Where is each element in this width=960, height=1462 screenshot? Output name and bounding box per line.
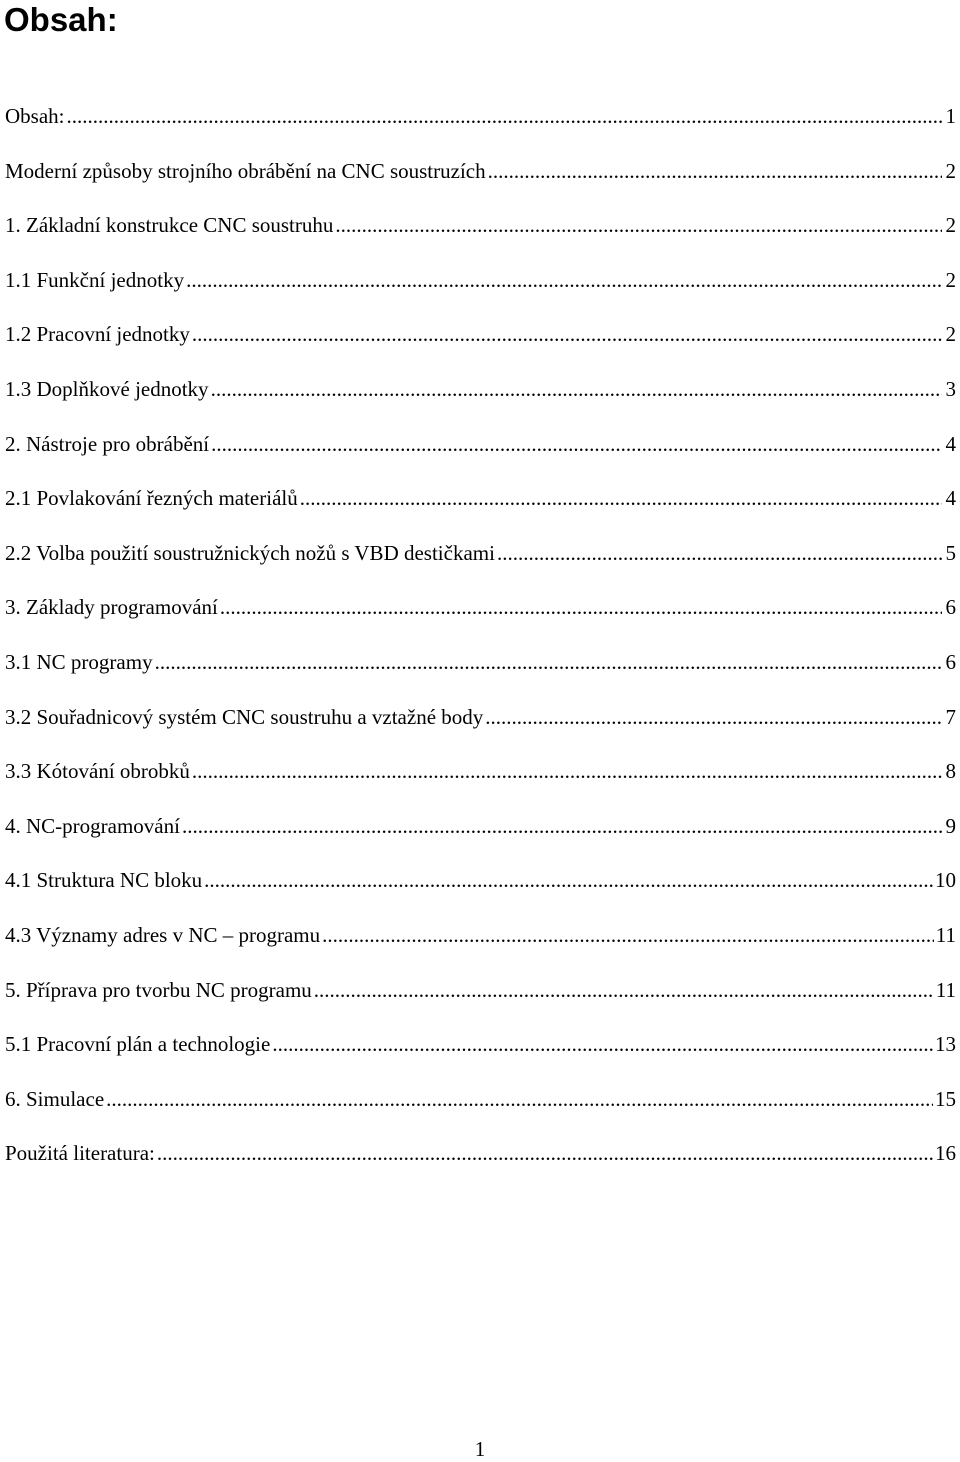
toc-dot-leader [192, 754, 942, 788]
toc-entry[interactable] [5, 154, 960, 209]
toc-entry[interactable] [5, 645, 960, 700]
toc-entry-page: 13 [935, 1032, 956, 1057]
toc-entry[interactable] [5, 590, 960, 645]
toc-entry-page: 2 [945, 158, 956, 183]
toc-dot-leader [155, 645, 942, 679]
toc-entry-page: 3 [945, 376, 956, 401]
toc-entry-label: Použitá literatura: [5, 1141, 155, 1166]
footer-page-number: 1 [474, 1437, 486, 1461]
toc-entry-page: 7 [945, 704, 956, 729]
toc-entry-label: 1.1 Funkční jednotky [5, 267, 185, 292]
toc-entry[interactable] [5, 973, 960, 1028]
toc-entry-label: 2.2 Volba použití soustružnických nožů s VBD destičkami [5, 540, 495, 565]
toc-dot-leader [211, 372, 942, 406]
toc-entry-page: 10 [935, 868, 956, 893]
toc-dot-leader [322, 918, 934, 952]
toc-entry[interactable] [5, 1082, 960, 1137]
toc-entry[interactable] [5, 99, 960, 154]
toc-entry-page: 2 [945, 213, 956, 238]
table-of-contents [5, 99, 960, 1191]
toc-entry-label: 1. Základní konstrukce CNC soustruhu [5, 213, 334, 238]
toc-dot-leader [211, 427, 942, 461]
toc-entry-page: 5 [945, 540, 956, 565]
toc-entry[interactable] [5, 317, 960, 372]
toc-dot-leader [192, 317, 942, 351]
toc-entry-label: 4.1 Struktura NC bloku [5, 868, 203, 893]
toc-entry[interactable] [5, 863, 960, 918]
toc-entry-label: 1.3 Doplňkové jednotky [5, 376, 209, 401]
toc-dot-leader [314, 973, 934, 1007]
toc-entry-label: 3.3 Kótování obrobků [5, 759, 190, 784]
toc-entry[interactable] [5, 1027, 960, 1082]
toc-entry-page: 16 [935, 1141, 956, 1166]
toc-entry-label: 6. Simulace [5, 1086, 105, 1111]
toc-dot-leader [186, 263, 942, 297]
toc-entry-label: 5.1 Pracovní plán a technologie [5, 1032, 271, 1057]
toc-entry-page: 6 [945, 649, 956, 674]
toc-dot-leader [300, 481, 942, 515]
toc-entry[interactable] [5, 263, 960, 318]
toc-dot-leader [488, 154, 942, 188]
toc-entry-label: 5. Příprava pro tvorbu NC programu [5, 977, 312, 1002]
toc-entry-label: 3.2 Souřadnicový systém CNC soustruhu a vztažné body [5, 704, 484, 729]
toc-entry[interactable] [5, 536, 960, 591]
toc-entry-page: 11 [935, 977, 956, 1002]
toc-entry-label: 1.2 Pracovní jednotky [5, 322, 190, 347]
toc-entry[interactable] [5, 427, 960, 482]
toc-dot-leader [182, 809, 942, 843]
toc-entry-page: 6 [945, 595, 956, 620]
toc-dot-leader [204, 863, 933, 897]
toc-entry-page: 15 [935, 1086, 956, 1111]
toc-entry[interactable] [5, 208, 960, 263]
toc-dot-leader [272, 1027, 933, 1061]
toc-entry[interactable] [5, 372, 960, 427]
toc-dot-leader [157, 1136, 933, 1170]
toc-dot-leader [485, 700, 942, 734]
toc-entry-page: 11 [935, 922, 956, 947]
toc-entry-label: 4. NC-programování [5, 813, 180, 838]
toc-entry[interactable] [5, 809, 960, 864]
toc-dot-leader [335, 208, 942, 242]
toc-dot-leader [497, 536, 942, 570]
toc-entry-label: 2.1 Povlakování řezných materiálů [5, 486, 298, 511]
toc-entry[interactable] [5, 481, 960, 536]
toc-entry-label: 2. Nástroje pro obrábění [5, 431, 210, 456]
toc-entry-page: 2 [945, 322, 956, 347]
toc-entry-label: Obsah: [5, 104, 65, 128]
toc-entry-page: 8 [945, 759, 956, 784]
toc-dot-leader [106, 1082, 933, 1116]
toc-entry-page: 4 [945, 486, 956, 511]
toc-entry-label: 3. Základy programování [5, 595, 218, 620]
toc-dot-leader [220, 590, 942, 624]
toc-entry-label: 4.3 Významy adres v NC – programu [5, 922, 321, 947]
toc-entry-page: 1 [945, 104, 956, 128]
toc-entry[interactable] [5, 700, 960, 755]
toc-entry[interactable] [5, 1136, 960, 1191]
page-title: Obsah: [4, 1, 118, 38]
toc-entry-label: Moderní způsoby strojního obrábění na CNC soustruzích [5, 158, 486, 183]
toc-entry-label: 3.1 NC programy [5, 649, 153, 674]
toc-entry-page: 2 [945, 267, 956, 292]
toc-entry-page: 9 [945, 813, 956, 838]
toc-dot-leader [67, 99, 943, 133]
toc-entry-page: 4 [945, 431, 956, 456]
toc-entry[interactable] [5, 754, 960, 809]
toc-entry[interactable] [5, 918, 960, 973]
